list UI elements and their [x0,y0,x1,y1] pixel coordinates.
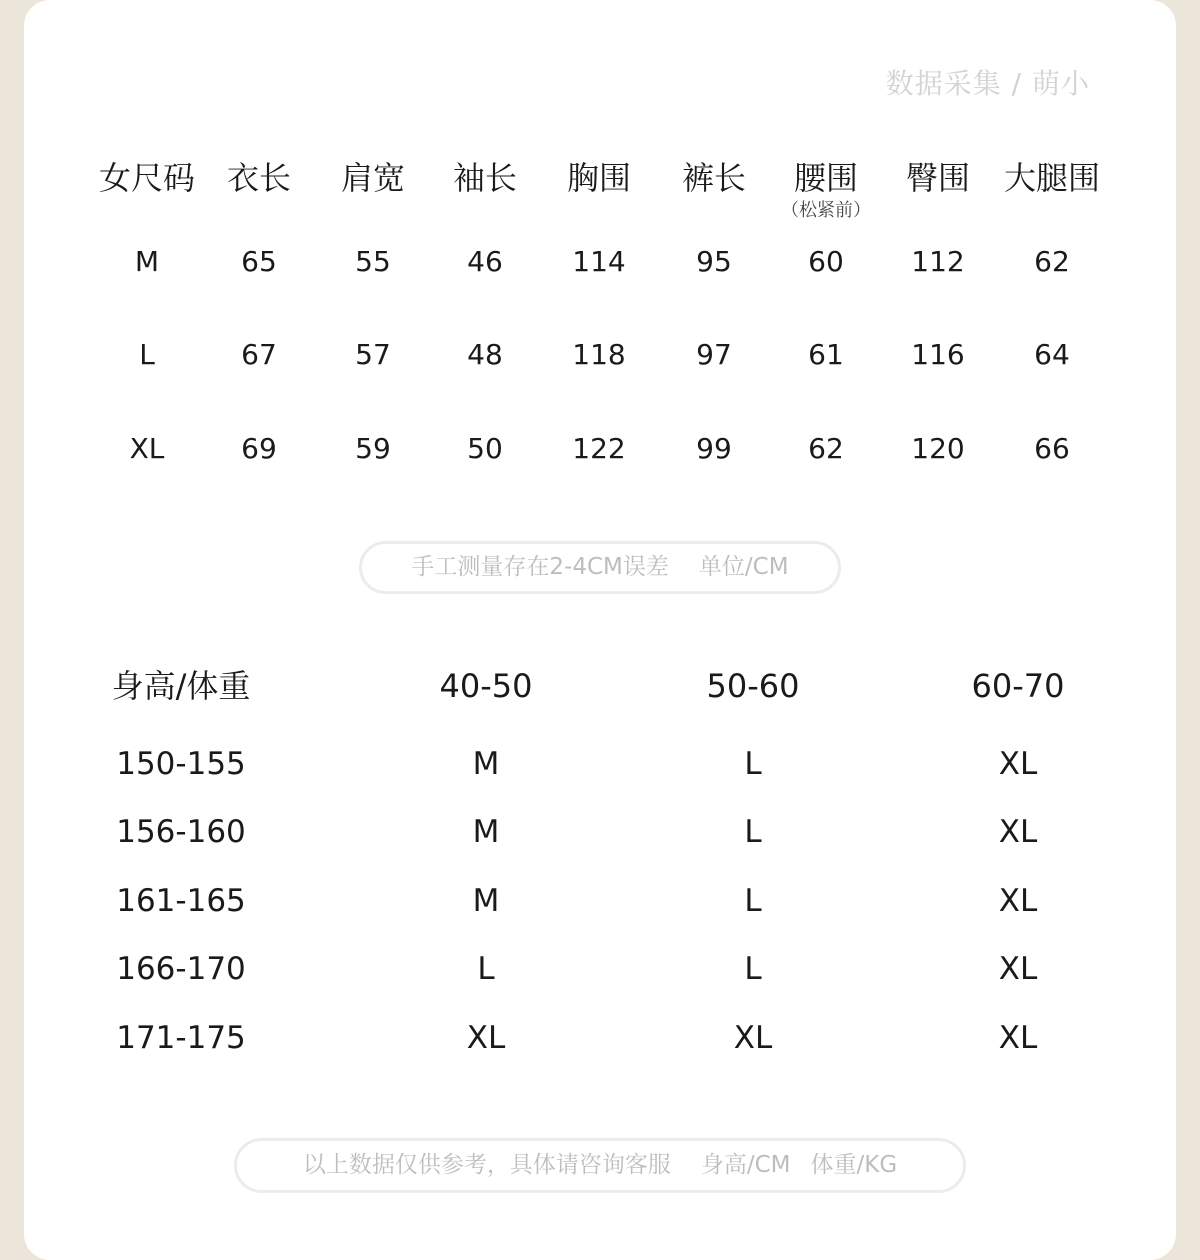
header-chest: 胸围 [566,159,632,197]
disclaimer-text: 以上数据仅供参考，具体请咨询客服 [302,1152,671,1178]
header-length: 衣长 [226,159,292,197]
header-waist-note: （松紧前） [781,200,871,221]
table-cell: 62 [1034,245,1070,278]
table-cell: 99 [696,432,732,465]
table-cell: L [744,951,762,987]
header-height-weight: 身高/体重 [111,667,251,705]
table-cell: XL [998,746,1038,782]
table-cell: M [472,814,500,850]
table-cell: 48 [467,338,503,371]
table-cell: L [744,814,762,850]
size-card [24,0,1176,1260]
table-cell: 60 [808,245,844,278]
table-cell: 122 [572,432,626,465]
table-cell: L [744,746,762,782]
table-cell: 65 [241,245,277,278]
table-cell: M [134,245,160,278]
height-range: 150-155 [116,746,246,782]
unit-note-text: 单位/CM [698,554,789,580]
table-cell: 59 [355,432,391,465]
table-cell: 61 [808,338,844,371]
header-size: 女尺码 [98,159,196,197]
data-credit: 数据采集 / 萌小 [885,67,1090,100]
table-cell: 97 [696,338,732,371]
measurement-note-text: 手工测量存在2-4CM误差 [411,554,669,580]
table-cell: 57 [355,338,391,371]
header-hip: 臀围 [905,159,971,197]
table-cell: 120 [911,432,965,465]
table-cell: 95 [696,245,732,278]
table-cell: 118 [572,338,626,371]
table-cell: 114 [572,245,626,278]
table-cell: 46 [467,245,503,278]
table-cell: XL [998,814,1038,850]
header-weight-range: 40-50 [439,667,533,705]
table-cell: XL [129,432,165,465]
measurement-note-pill [359,541,841,594]
table-cell: L [744,883,762,919]
height-unit-text: 身高/CM [700,1152,791,1178]
table-cell: 116 [911,338,965,371]
table-cell: XL [998,1020,1038,1056]
table-cell: XL [466,1020,506,1056]
table-cell: 67 [241,338,277,371]
table-cell: 69 [241,432,277,465]
table-cell: 62 [808,432,844,465]
header-waist: 腰围 [793,159,859,197]
table-cell: 55 [355,245,391,278]
header-sleeve: 袖长 [452,159,518,197]
table-cell: 50 [467,432,503,465]
header-shoulder: 肩宽 [340,159,406,197]
table-cell: 64 [1034,338,1070,371]
disclaimer-note-pill [234,1138,966,1193]
table-cell: L [477,951,495,987]
table-cell: L [139,338,155,371]
table-cell: 112 [911,245,965,278]
table-cell: XL [998,951,1038,987]
height-range: 161-165 [116,883,246,919]
table-cell: M [472,883,500,919]
height-range: 166-170 [116,951,246,987]
header-thigh: 大腿围 [1003,159,1101,197]
table-cell: XL [998,883,1038,919]
header-weight-range: 60-70 [971,667,1065,705]
header-weight-range: 50-60 [706,667,800,705]
table-cell: M [472,746,500,782]
height-range: 171-175 [116,1020,246,1056]
table-cell: 66 [1034,432,1070,465]
table-cell: XL [733,1020,773,1056]
header-pants-length: 裤长 [681,159,747,197]
height-range: 156-160 [116,814,246,850]
weight-unit-text: 体重/KG [810,1152,898,1178]
